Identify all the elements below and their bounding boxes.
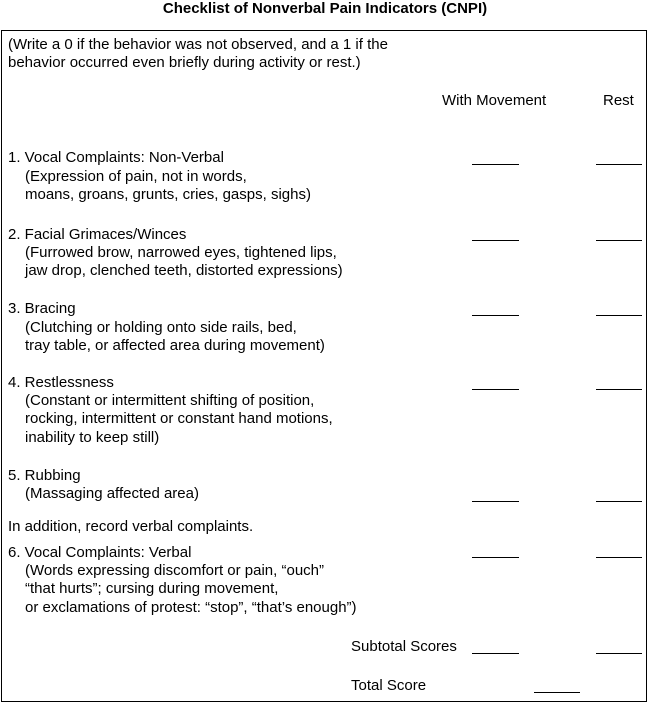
column-header-with-movement: With Movement <box>442 92 547 109</box>
item-6-desc-2: “that hurts”; cursing during movement, <box>25 580 279 597</box>
item-1-rest-blank[interactable] <box>596 164 642 165</box>
item-3-desc-1: (Clutching or holding onto side rails, bed, <box>25 319 297 336</box>
item-4-rest-blank[interactable] <box>596 389 642 390</box>
item-4-movement-blank[interactable] <box>472 389 519 390</box>
item-5-rest-blank[interactable] <box>596 501 642 502</box>
page-title: Checklist of Nonverbal Pain Indicators (CNPI) <box>162 0 488 17</box>
item-1-desc-2: moans, groans, grunts, cries, gasps, sighs) <box>25 186 311 203</box>
item-5-movement-blank[interactable] <box>472 501 519 502</box>
item-2-heading: 2. Facial Grimaces/Winces <box>8 226 187 243</box>
item-6-rest-blank[interactable] <box>596 557 642 558</box>
item-2-desc-2: jaw drop, clenched teeth, distorted expressions) <box>25 262 343 279</box>
item-1-heading: 1. Vocal Complaints: Non-Verbal <box>8 149 224 166</box>
item-2-rest-blank[interactable] <box>596 240 642 241</box>
item-5-desc-1: (Massaging affected area) <box>25 485 199 502</box>
item-3-desc-2: tray table, or affected area during movement) <box>25 337 325 354</box>
item-4-heading: 4. Restlessness <box>8 374 114 391</box>
instructions-line-2: behavior occurred even briefly during activity or rest.) <box>8 54 361 71</box>
item-3-rest-blank[interactable] <box>596 315 642 316</box>
item-4-desc-2: rocking, intermittent or constant hand motions, <box>25 410 333 427</box>
item-6-desc-1: (Words expressing discomfort or pain, “ouch” <box>25 562 325 579</box>
subtotal-rest-blank[interactable] <box>596 653 642 654</box>
column-header-rest: Rest <box>603 92 634 109</box>
item-5-heading: 5. Rubbing <box>8 467 81 484</box>
item-1-desc-1: (Expression of pain, not in words, <box>25 168 247 185</box>
item-2-desc-1: (Furrowed brow, narrowed eyes, tightened lips, <box>25 244 337 261</box>
item-3-movement-blank[interactable] <box>472 315 519 316</box>
item-2-movement-blank[interactable] <box>472 240 519 241</box>
verbal-complaints-note: In addition, record verbal complaints. <box>8 518 254 535</box>
total-score-blank[interactable] <box>534 692 580 693</box>
total-score-label: Total Score <box>351 677 427 694</box>
subtotal-movement-blank[interactable] <box>472 653 519 654</box>
item-4-desc-3: inability to keep still) <box>25 429 160 446</box>
item-4-desc-1: (Constant or intermittent shifting of position, <box>25 392 315 409</box>
instructions-line-1: (Write a 0 if the behavior was not observed, and a 1 if the <box>8 36 388 53</box>
item-3-heading: 3. Bracing <box>8 300 76 317</box>
item-6-movement-blank[interactable] <box>472 557 519 558</box>
item-1-movement-blank[interactable] <box>472 164 519 165</box>
item-6-heading: 6. Vocal Complaints: Verbal <box>8 544 192 561</box>
subtotal-scores-label: Subtotal Scores <box>351 638 457 655</box>
item-6-desc-3: or exclamations of protest: “stop”, “that’s enough”) <box>25 599 357 616</box>
